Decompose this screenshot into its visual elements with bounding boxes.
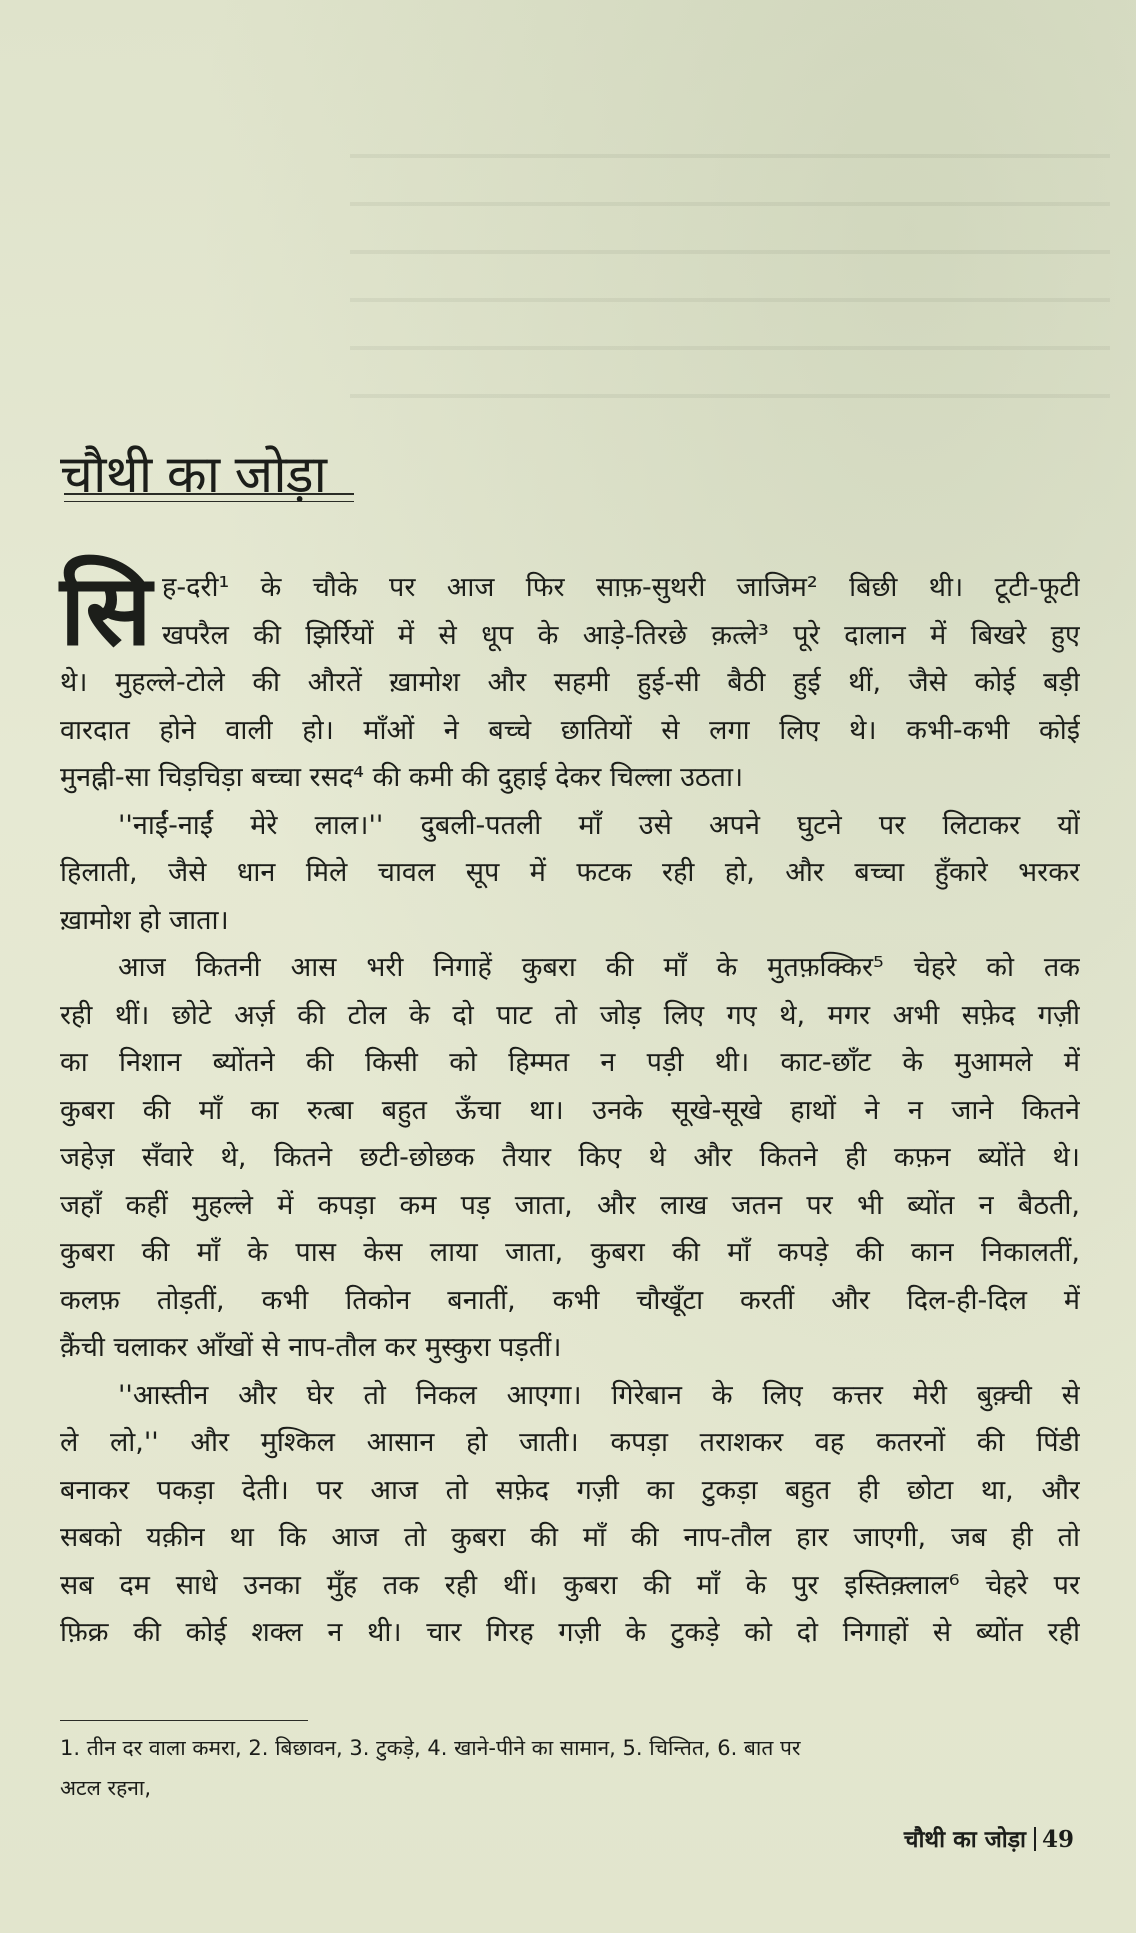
footnote-line: अटल रहना,	[60, 1776, 152, 1800]
running-footer	[904, 1825, 1074, 1855]
text-line: ह-दरी¹ के चौके पर आज फिर साफ़-सुथरी जाजिम² बिछी थी। टूटी-फूटी	[162, 572, 1080, 603]
text-line: सब दम साधे उनका मुँह तक रही थीं। कुबरा की माँ के पुर इस्तिक़्लाल⁶ चेहरे पर	[60, 1569, 1080, 1601]
text-line: क़ैंची चलाकर आँखों से नाप-तौल कर मुस्कुरा पड़तीं।	[60, 1332, 562, 1363]
text-line: कुबरा की माँ का रुत्बा बहुत ऊँचा था। उनके सूखे-सूखे हाथों ने न जाने कितने	[60, 1094, 1080, 1126]
text-line: रही थीं। छोटे अर्ज़ की टोल के दो पाट तो जोड़ लिए गए थे, मगर अभी सफ़ेद गज़ी	[60, 999, 1080, 1031]
text-line: सबको यक़ीन था कि आज तो कुबरा की माँ की नाप-तौल हार जाएगी, जब ही तो	[60, 1522, 1080, 1553]
text-line: खपरैल की झिर्रियों में से धूप के आड़े-तिरछे क़त्ले³ पूरे दालान में बिखरे हुए	[162, 619, 1080, 651]
text-line: का निशान ब्योंतने की किसी को हिम्मत न पड़ी थी। काट-छाँट के मुआमले में	[60, 1047, 1080, 1078]
text-line: कलफ़ तोड़तीं, कभी तिकोन बनातीं, कभी चौखूँटा करतीं और दिल-ही-दिल में	[60, 1284, 1080, 1316]
page-number: 49	[1041, 1826, 1074, 1853]
title-underline	[64, 493, 354, 502]
text-line: जहेज़ सँवारे थे, कितने छटी-छोछक तैयार किए थे और कितने ही कफ़न ब्योंते थे।	[60, 1142, 1080, 1173]
running-title: चौथी का जोड़ा	[903, 1827, 1026, 1853]
text-line: आज कितनी आस भरी निगाहें कुबरा की माँ के मुतफ़क्किर⁵ चेहरे को तक	[118, 952, 1080, 983]
text-line: कुबरा की माँ के पास केस लाया जाता, कुबरा की माँ कपड़े की कान निकालतीं,	[60, 1237, 1080, 1268]
text-line: ले लो,'' और मुश्किल आसान हो जाती। कपड़ा तराशकर वह कतरनों की पिंडी	[60, 1427, 1080, 1458]
text-line: ''आस्तीन और घेर तो निकल आएगा। गिरेबान के लिए कत्तर मेरी बुक़्ची से	[118, 1379, 1080, 1411]
text-line: जहाँ कहीं मुहल्ले में कपड़ा कम पड़ जाता, और लाख जतन पर भी ब्योंत न बैठती,	[60, 1189, 1080, 1221]
footnote-divider	[60, 1720, 308, 1721]
show-through-text	[350, 120, 1110, 440]
footer-separator	[1034, 1827, 1036, 1851]
text-line: मुनह्नी-सा चिड़चिड़ा बच्चा रसद⁴ की कमी की दुहाई देकर चिल्ला उठता।	[60, 762, 744, 793]
text-line: ख़ामोश हो जाता।	[60, 904, 229, 936]
chapter-title: चौथी का जोड़ा	[60, 444, 326, 505]
drop-cap: सि	[60, 554, 152, 668]
text-line: हिलाती, जैसे धान मिले चावल सूप में फटक रही हो, और बच्चा हुँकारे भरकर	[60, 857, 1080, 888]
body-text	[60, 554, 1080, 1657]
text-line: वारदात होने वाली हो। माँओं ने बच्चे छातियों से लगा लिए थे। कभी-कभी कोई	[60, 714, 1080, 746]
text-line: थे। मुहल्ले-टोले की औरतें ख़ामोश और सहमी हुई-सी बैठी हुई थीं, जैसे कोई बड़ी	[60, 667, 1080, 698]
text-line: बनाकर पकड़ा देती। पर आज तो सफ़ेद गज़ी का टुकड़ा बहुत ही छोटा था, और	[60, 1474, 1080, 1506]
footnotes	[60, 1728, 1070, 1808]
footnote-line: 1. तीन दर वाला कमरा, 2. बिछावन, 3. टुकड़े, 4. खाने-पीने का सामान, 5. चिन्तित, 6. बात पर	[60, 1736, 801, 1760]
text-line: फ़िक्र की कोई शक्ल न थी। चार गिरह गज़ी के टुकड़े को दो निगाहों से ब्योंत रही	[60, 1617, 1080, 1648]
book-page	[60, 0, 1080, 1933]
text-line: ''नाईं-नाईं मेरे लाल।'' दुबली-पतली माँ उसे अपने घुटने पर लिटाकर यों	[118, 809, 1080, 841]
